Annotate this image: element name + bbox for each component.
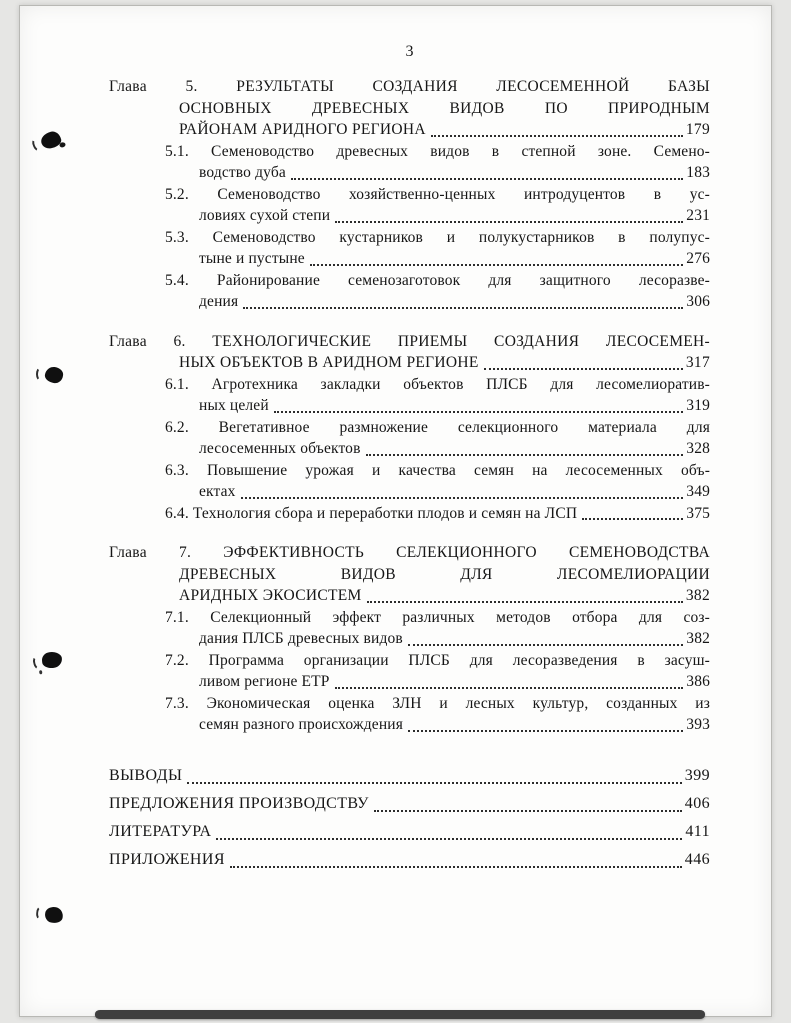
toc-entry-title: РАЙОНАМ АРИДНОГО РЕГИОНА xyxy=(179,121,426,138)
toc-line: Глава 6. ТЕХНОЛОГИЧЕСКИЕ ПРИЕМЫ СОЗДАНИЯ ЛЕСОСЕМЕН- xyxy=(109,332,710,350)
dot-leader xyxy=(408,644,683,646)
toc-entry-title: тыне и пустыне xyxy=(199,250,305,267)
toc-line: 6.2. Вегетативное размножение селекционного материала для xyxy=(165,418,710,436)
toc-page-ref: 349 xyxy=(686,483,710,500)
dot-leader xyxy=(274,411,684,413)
toc-entry-7-3 xyxy=(165,693,710,736)
toc-page-ref: 306 xyxy=(686,293,710,310)
toc-entry-chapter-5 xyxy=(109,76,710,141)
toc-entry-title: 6.4. Технология сбора и переработки плодов и семян на ЛСП xyxy=(165,504,578,522)
toc-entry-7-1 xyxy=(165,607,710,650)
toc-page-ref: 319 xyxy=(686,397,710,414)
toc-entry-title: семян разного происхождения xyxy=(199,716,403,733)
toc-entry-6-4 xyxy=(165,503,710,525)
toc-entry-predlozheniya xyxy=(109,790,710,818)
toc-entry-title: ВЫВОДЫ xyxy=(109,766,183,784)
toc-entry-vyvody xyxy=(109,762,710,790)
dot-leader xyxy=(367,601,683,603)
toc-line xyxy=(109,790,710,818)
toc-line xyxy=(199,291,710,313)
toc-entry-title: лесосеменных объектов xyxy=(199,440,361,457)
toc-line: 5.1. Семеноводство древесных видов в степной зоне. Семено- xyxy=(165,142,710,160)
dot-leader xyxy=(335,221,683,223)
toc-line: 7.1. Селекционный эффект различных методов отбора для соз- xyxy=(165,608,710,626)
toc-page-ref: 399 xyxy=(684,766,710,784)
toc-entry-5-2 xyxy=(165,184,710,227)
toc-line: 7.3. Экономическая оценка ЗЛН и лесных культур, созданных из xyxy=(165,694,710,712)
scan-edge-artifact xyxy=(95,1010,705,1019)
toc-line xyxy=(199,248,710,270)
toc-page-ref: 411 xyxy=(685,822,710,840)
toc-entry-title: дания ПЛСБ древесных видов xyxy=(199,630,403,647)
toc-page-ref: 393 xyxy=(686,716,710,733)
toc-line xyxy=(199,714,710,736)
toc-page-ref: 386 xyxy=(686,673,710,690)
dot-leader xyxy=(216,838,682,840)
toc-line xyxy=(109,846,710,874)
toc-entry-title: ловиях сухой степи xyxy=(199,207,331,224)
toc-entry-title: ектах xyxy=(199,483,236,500)
toc-entry-7-2 xyxy=(165,650,710,693)
dot-leader xyxy=(374,810,682,812)
table-of-contents xyxy=(109,41,710,874)
toc-entry-5-1 xyxy=(165,141,710,184)
dot-leader xyxy=(187,782,681,784)
toc-entry-6-3 xyxy=(165,460,710,503)
toc-entry-title: дения xyxy=(199,293,239,310)
toc-entry-title: АРИДНЫХ ЭКОСИСТЕМ xyxy=(179,587,362,604)
toc-entry-6-1 xyxy=(165,374,710,417)
toc-page-ref: 317 xyxy=(685,354,710,371)
dot-leader xyxy=(241,497,684,499)
toc-page-ref: 375 xyxy=(686,504,710,522)
page-number: 3 xyxy=(405,43,414,60)
toc-entry-title: ЛИТЕРАТУРА xyxy=(109,822,212,840)
toc-line: 6.1. Агротехника закладки объектов ПЛСБ для лесомелиоратив- xyxy=(165,375,710,393)
dot-leader xyxy=(366,454,684,456)
scanned-page xyxy=(19,5,772,1017)
toc-line xyxy=(165,503,710,525)
toc-entry-5-4 xyxy=(165,270,710,313)
dot-leader xyxy=(310,264,684,266)
toc-line xyxy=(199,481,710,503)
dot-leader xyxy=(291,178,683,180)
toc-entry-title: ПРЕДЛОЖЕНИЯ ПРОИЗВОДСТВУ xyxy=(109,794,369,812)
toc-entry-prilozheniya xyxy=(109,846,710,874)
toc-page-ref: 446 xyxy=(684,850,710,868)
toc-entry-title: водство дуба xyxy=(199,164,286,181)
toc-line: 5.4. Районирование семенозаготовок для защитного лесоразве- xyxy=(165,271,710,289)
toc-line: ОСНОВНЫХ ДРЕВЕСНЫХ ВИДОВ ПО ПРИРОДНЫМ xyxy=(179,99,710,117)
toc-page-ref: 231 xyxy=(686,207,710,224)
dot-leader xyxy=(408,730,683,732)
toc-line xyxy=(199,671,710,693)
toc-line xyxy=(109,762,710,790)
toc-line: ДРЕВЕСНЫХ ВИДОВ ДЛЯ ЛЕСОМЕЛИОРАЦИИ xyxy=(179,565,710,583)
dot-leader xyxy=(243,307,683,309)
toc-entry-title: НЫХ ОБЪЕКТОВ В АРИДНОМ РЕГИОНЕ xyxy=(179,354,479,371)
toc-line: 5.2. Семеноводство хозяйственно-ценных интродуцентов в ус- xyxy=(165,185,710,203)
toc-line xyxy=(109,818,710,846)
toc-line xyxy=(179,119,710,141)
toc-line xyxy=(199,205,710,227)
toc-page-ref: 328 xyxy=(686,440,710,457)
toc-line xyxy=(199,438,710,460)
toc-line xyxy=(179,585,710,607)
toc-line: 7.2. Программа организации ПЛСБ для лесоразведения в засуш- xyxy=(165,651,710,669)
toc-line: 6.3. Повышение урожая и качества семян на лесосеменных объ- xyxy=(165,461,710,479)
toc-entry-literatura xyxy=(109,818,710,846)
toc-page-ref: 183 xyxy=(686,164,710,181)
dot-leader xyxy=(582,518,683,520)
toc-page-ref: 406 xyxy=(684,794,710,812)
dot-leader xyxy=(335,687,684,689)
toc-line: Глава 7. ЭФФЕКТИВНОСТЬ СЕЛЕКЦИОННОГО СЕМЕНОВОДСТВА xyxy=(109,544,710,561)
toc-entry-6-2 xyxy=(165,417,710,460)
toc-page-ref: 382 xyxy=(685,587,710,604)
toc-page-ref: 382 xyxy=(686,630,710,647)
toc-entry-title: ливом регионе ЕТР xyxy=(199,673,330,690)
toc-entry-chapter-6 xyxy=(109,331,710,374)
toc-entry-title: ных целей xyxy=(199,397,269,414)
toc-entry-5-3 xyxy=(165,227,710,270)
toc-entry-title: ПРИЛОЖЕНИЯ xyxy=(109,850,225,868)
dot-leader xyxy=(484,368,683,370)
toc-page-ref: 276 xyxy=(686,250,710,267)
dot-leader xyxy=(230,866,682,868)
toc-line xyxy=(199,162,710,184)
toc-line: 5.3. Семеноводство кустарников и полукустарников в полупус- xyxy=(165,228,710,246)
toc-line xyxy=(199,395,710,417)
dot-leader xyxy=(431,135,683,137)
toc-line: Глава 5. РЕЗУЛЬТАТЫ СОЗДАНИЯ ЛЕСОСЕМЕННОЙ БАЗЫ xyxy=(109,78,710,95)
toc-page-ref: 179 xyxy=(685,121,710,138)
toc-entry-chapter-7 xyxy=(109,542,710,607)
toc-line xyxy=(179,352,710,374)
toc-line xyxy=(199,628,710,650)
